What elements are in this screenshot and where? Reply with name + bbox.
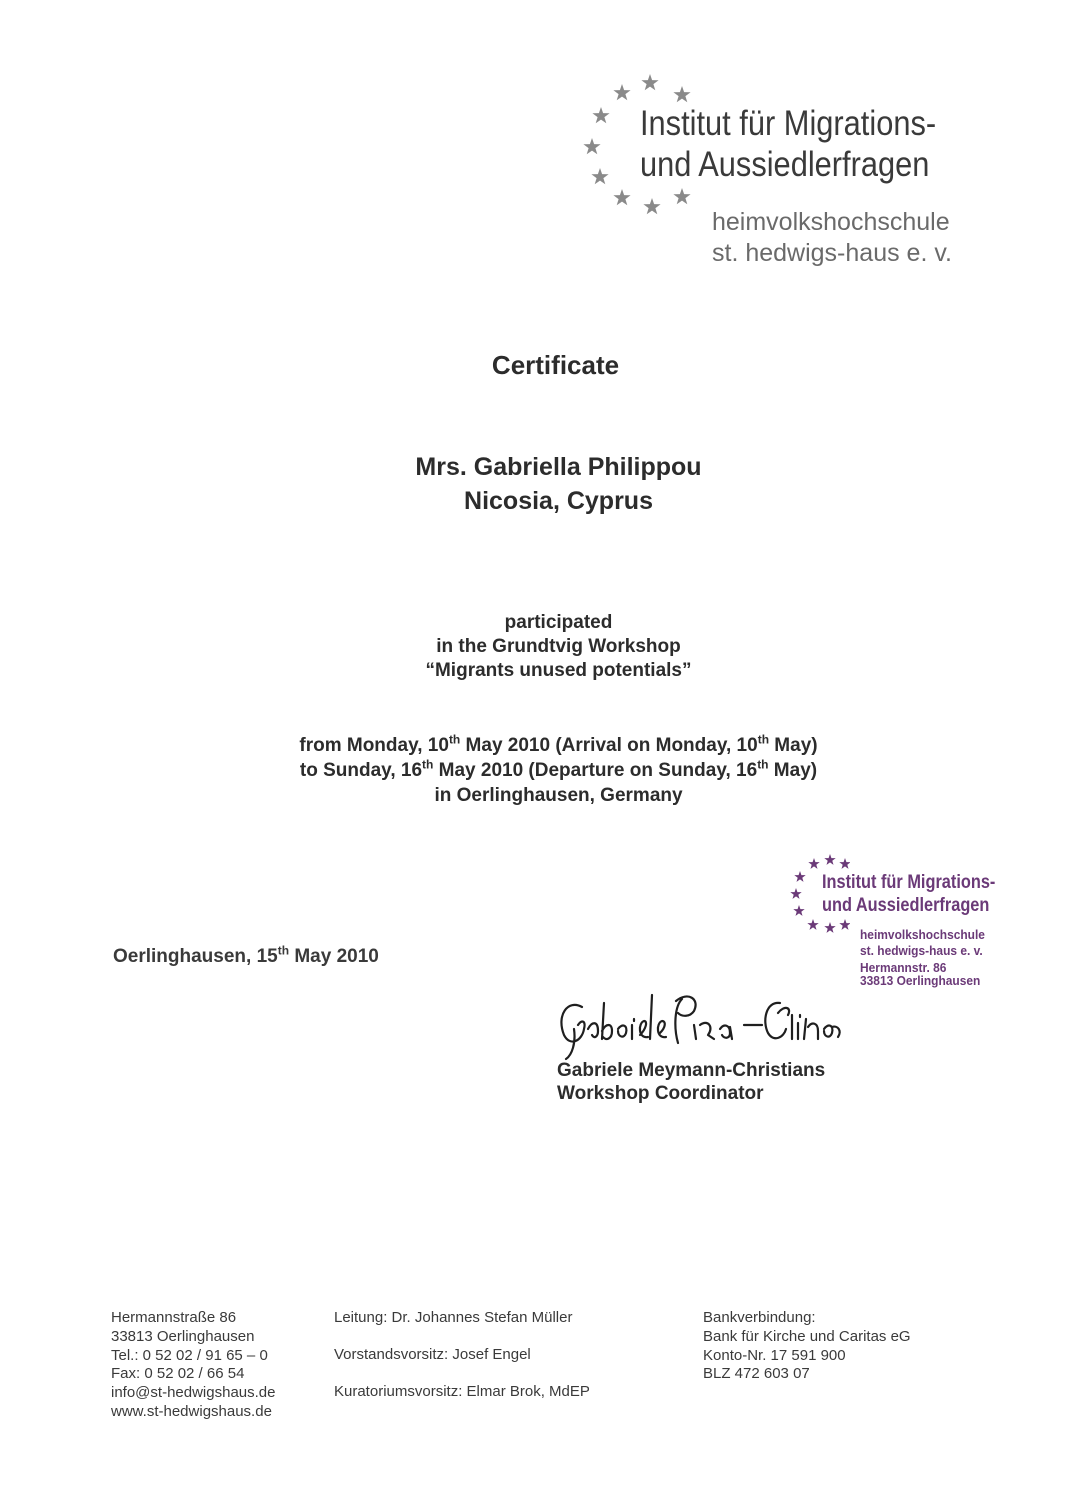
star-icon — [807, 919, 818, 930]
footer-bank-heading: Bankverbindung: — [703, 1309, 816, 1326]
footer-management — [334, 1309, 590, 1420]
footer-phone: Tel.: 0 52 02 / 91 65 – 0 — [111, 1346, 268, 1364]
footer-website: www.st-hedwigshaus.de — [111, 1402, 272, 1420]
footer-board-chair: Vorstandsvorsitz: Josef Engel — [334, 1346, 531, 1363]
date-from-line: from Monday, 10th May 2010 (Arrival on Monday, 10th May) — [299, 732, 818, 756]
stamp-line-5: Hermannstr. 86 — [860, 960, 947, 975]
star-icon — [839, 919, 850, 930]
letterhead-line-3: heimvolkshochschule — [712, 208, 950, 236]
footer-street: Hermannstraße 86 — [111, 1309, 237, 1326]
stamp-line-3: heimvolkshochschule — [860, 927, 985, 942]
letterhead-line-2: und Aussiedlerfragen — [640, 145, 930, 184]
recipient-name: Mrs. Gabriella Philippou — [415, 453, 702, 481]
institute-stamp — [780, 850, 1020, 995]
certificate-title: Certificate — [491, 350, 620, 380]
star-icon — [824, 922, 835, 933]
date-to-line: to Sunday, 16th May 2010 (Departure on Sunday, 16th May) — [299, 757, 818, 781]
footer-fax: Fax: 0 52 02 / 66 54 — [111, 1365, 245, 1383]
star-icon — [673, 86, 690, 102]
star-icon — [641, 74, 658, 90]
stamp-line-1: Institut für Migrations- — [822, 872, 996, 893]
recipient-city: Nicosia, Cyprus — [464, 487, 653, 515]
star-icon — [793, 905, 804, 916]
star-icon — [591, 168, 608, 184]
star-icon — [613, 189, 630, 205]
footer-bank-name: Bank für Kirche und Caritas eG — [703, 1327, 911, 1345]
signatory-role: Workshop Coordinator — [557, 1083, 764, 1104]
star-icon — [592, 107, 609, 123]
footer-bank-code: BLZ 472 603 07 — [703, 1365, 810, 1383]
footer-postcode: 33813 Oerlinghausen — [111, 1327, 255, 1345]
star-icon — [790, 888, 801, 899]
star-icon — [673, 188, 690, 204]
star-icon — [794, 871, 805, 882]
letterhead-line-1: Institut für Migrations- — [640, 104, 937, 143]
star-icon — [839, 858, 850, 869]
footer-email: info@st-hedwigshaus.de — [111, 1384, 276, 1402]
signatory-name: Gabriele Meymann-Christians — [557, 1060, 826, 1081]
handwritten-signature — [548, 985, 848, 1065]
star-icon — [808, 858, 819, 869]
footer-trustee-chair: Kuratoriumsvorsitz: Elmar Brok, MdEP — [334, 1383, 590, 1400]
location-line: in Oerlinghausen, Germany — [434, 785, 683, 806]
star-icon — [824, 854, 835, 865]
stamp-line-2: und Aussiedlerfragen — [822, 895, 990, 916]
stamp-line-4: st. hedwigs-haus e. v. — [860, 943, 983, 958]
footer-director: Leitung: Dr. Johannes Stefan Müller — [334, 1309, 573, 1326]
issue-place-date: Oerlinghausen, 15th May 2010 — [113, 943, 379, 967]
footer-bank-details — [703, 1309, 911, 1384]
star-icon — [643, 198, 660, 214]
star-icon — [613, 84, 630, 100]
footer-account-number: Konto-Nr. 17 591 900 — [703, 1346, 846, 1364]
workshop-line: in the Grundtvig Workshop — [436, 636, 681, 657]
star-icon — [583, 138, 600, 154]
letterhead-line-4: st. hedwigs-haus e. v. — [712, 239, 952, 267]
footer-address — [111, 1309, 276, 1422]
stamp-line-6: 33813 Oerlinghausen — [860, 973, 981, 988]
workshop-title: “Migrants unused potentials” — [425, 660, 692, 681]
participation-line: participated — [504, 612, 613, 633]
